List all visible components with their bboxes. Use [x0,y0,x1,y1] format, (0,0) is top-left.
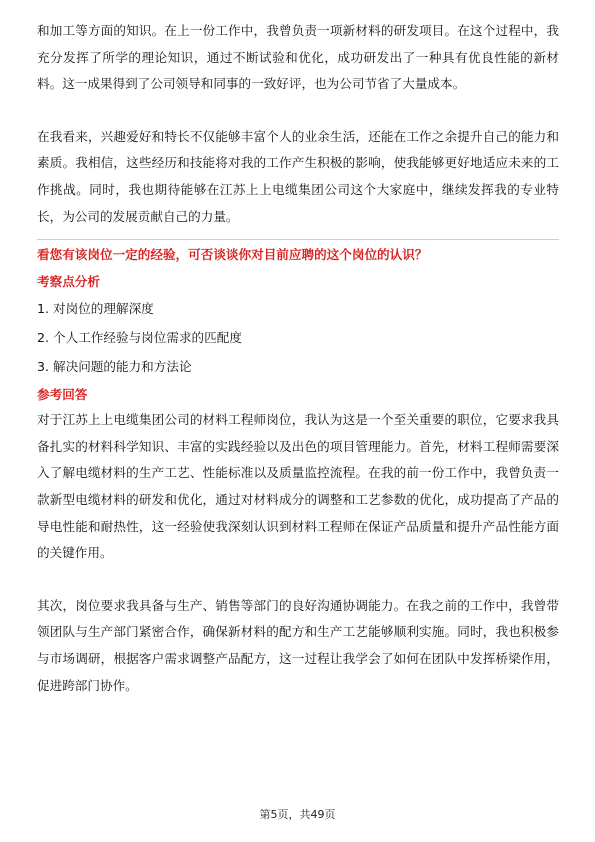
answer-paragraph: 其次，岗位要求我具备与生产、销售等部门的良好沟通协调能力。在我之前的工作中，我曾带领团队与生产部门紧密合作，确保新材料的配方和生产工艺能够顺利实施。同时，我也积极参与市场调研，根据客户需求调整产品配方，这一过程让我学会了如何在团队中发挥桥梁作用，促进跨部门协作。 [37,597,559,693]
analysis-points [37,294,559,381]
answer-title: 参考回答 [37,387,88,403]
paragraph-gap [37,98,559,124]
section-divider [37,239,559,240]
analysis-point: 3. 解决问题的能力和方法论 [37,359,192,375]
analysis-point: 2. 个人工作经验与岗位需求的匹配度 [37,330,242,346]
analysis-title: 考察点分析 [37,274,100,290]
page-number: 第5页，共49页 [259,808,336,821]
page-content [37,18,559,699]
answer-paragraph: 对于江苏上上电缆集团公司的材料工程师岗位，我认为这是一个至关重要的职位，它要求我具备扎实的材料科学知识、丰富的实践经验以及出色的项目管理能力。首先，材料工程师需要深入了解电缆材料的生产工艺、性能标准以及质量监控流程。在我的前一份工作中，我曾负责一款新型电缆材料的研发和优化，通过对材料成分的调整和工艺参数的优化，成功提高了产品的导电性能和耐热性，这一经验使我深刻认识到材料工程师在保证产品质量和提升产品性能方面的关键作用。 [37,412,559,561]
intro-paragraph: 在我看来，兴趣爱好和特长不仅能够丰富个人的业余生活，还能在工作之余提升自己的能力和素质。我相信，这些经历和技能将对我的工作产生积极的影响，使我能够更好地适应未来的工作挑战。同时，我也期待能够在江苏上上电缆集团公司这个大家庭中，继续发挥我的专业特长，为公司的发展贡献自己的力量。 [37,128,559,224]
analysis-point: 1. 对岗位的理解深度 [37,301,154,317]
intro-paragraph: 和加工等方面的知识。在上一份工作中，我曾负责一项新材料的研发项目。在这个过程中，我充分发挥了所学的理论知识，通过不断试验和优化，成功研发出了一种具有优良性能的新材料。这一成果得到了公司领导和同事的一致好评，也为公司节省了大量成本。 [37,23,559,92]
interview-question: 看您有该岗位一定的经验，可否谈谈你对目前应聘的这个岗位的认识？ [37,247,428,263]
paragraph-gap [37,567,559,593]
